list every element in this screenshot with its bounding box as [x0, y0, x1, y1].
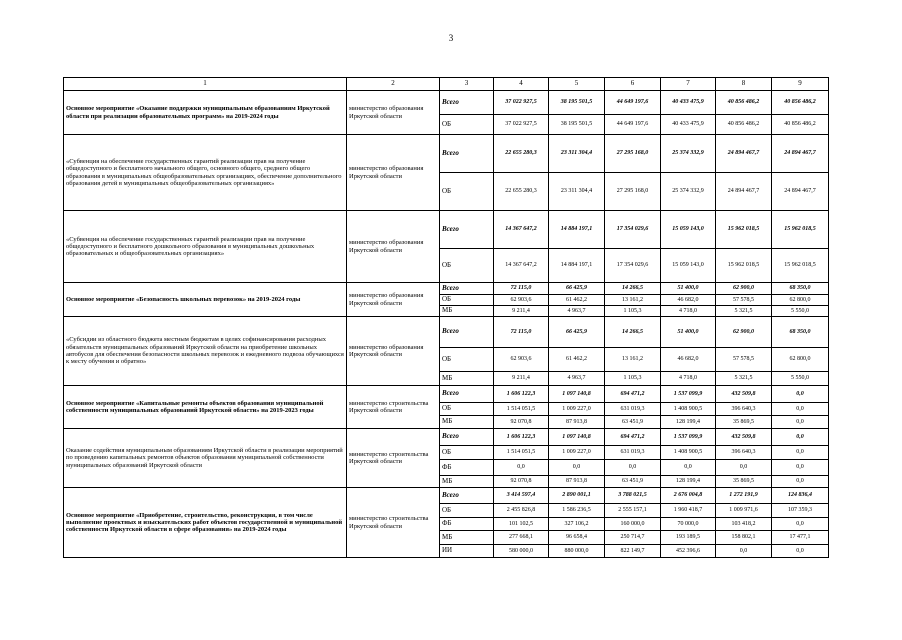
- amount-cell: 87 913,8: [549, 476, 605, 488]
- funding-source-cell: Всего: [440, 135, 494, 173]
- amount-cell: 5 550,0: [772, 372, 829, 386]
- amount-cell: 40 433 475,9: [661, 115, 716, 135]
- amount-cell: 68 350,0: [772, 283, 829, 295]
- amount-cell: 4 718,0: [661, 372, 716, 386]
- amount-cell: 0,0: [716, 545, 772, 558]
- amount-cell: 580 000,0: [494, 545, 549, 558]
- activity-description: «Субсидии из областного бюджета местным бюджетам в целях софинансирования расходных обязательств муниципальных образований Иркутской области на приобретение школьных автобусов для обеспечения безопасности школьных перевозок и ежедневного подвоза обучающихся к месту обучения и обратно»: [64, 317, 347, 386]
- amount-cell: 0,0: [772, 386, 829, 403]
- amount-cell: 2 676 004,8: [661, 488, 716, 504]
- amount-cell: 17 354 029,6: [605, 249, 661, 283]
- amount-cell: 1 009 227,0: [549, 403, 605, 416]
- amount-cell: 14 367 647,2: [494, 211, 549, 249]
- activity-description: «Субвенция на обеспечение государственных гарантий реализации прав на получение общедоступного и бесплатного дошкольного образования в муниципальных дошкольных образовательных и общеобразовательных организациях»: [64, 211, 347, 283]
- table-row: [64, 283, 829, 295]
- amount-cell: 37 022 927,5: [494, 91, 549, 115]
- amount-cell: 35 869,5: [716, 416, 772, 429]
- table-header-row: [64, 78, 829, 91]
- amount-cell: 72 115,0: [494, 317, 549, 348]
- amount-cell: 4 963,7: [549, 372, 605, 386]
- amount-cell: 327 106,2: [549, 518, 605, 531]
- amount-cell: 822 149,7: [605, 545, 661, 558]
- amount-cell: 23 311 304,4: [549, 173, 605, 211]
- amount-cell: 0,0: [772, 460, 829, 476]
- activity-description: Оказание содействия муниципальным образованиям Иркутской области в реализации мероприятий по проведению капитальных ремонтов объектов образования муниципальной собственности муниципальных образований Иркутской области: [64, 429, 347, 488]
- amount-cell: 2 890 001,1: [549, 488, 605, 504]
- amount-cell: 62 903,6: [494, 348, 549, 372]
- amount-cell: 40 433 475,9: [661, 91, 716, 115]
- header-cell: 7: [661, 78, 716, 91]
- amount-cell: 250 714,7: [605, 531, 661, 545]
- funding-source-cell: ОБ: [440, 504, 494, 518]
- funding-source-cell: МБ: [440, 372, 494, 386]
- amount-cell: 14 266,5: [605, 283, 661, 295]
- amount-cell: 14 367 647,2: [494, 249, 549, 283]
- executor-cell: министерство строительства Иркутской области: [347, 386, 440, 429]
- amount-cell: 14 266,5: [605, 317, 661, 348]
- page-number: 3: [448, 33, 454, 43]
- amount-cell: 61 462,2: [549, 295, 605, 306]
- funding-source-cell: ОБ: [440, 295, 494, 306]
- amount-cell: 92 070,8: [494, 476, 549, 488]
- table-row: [64, 488, 829, 504]
- amount-cell: 17 354 029,6: [605, 211, 661, 249]
- amount-cell: 1 537 099,9: [661, 386, 716, 403]
- amount-cell: 9 211,4: [494, 372, 549, 386]
- amount-cell: 25 374 332,9: [661, 173, 716, 211]
- amount-cell: 15 962 018,5: [716, 249, 772, 283]
- amount-cell: 44 649 197,6: [605, 91, 661, 115]
- activity-description: Основное мероприятие «Приобретение, строительство, реконструкция, в том числе выполнение проектных и изыскательских работ объектов государственной и муниципальной собственности Иркутской области в сфере образования» на 2019-2024 годы: [64, 488, 347, 558]
- amount-cell: 17 477,1: [772, 531, 829, 545]
- amount-cell: 0,0: [549, 460, 605, 476]
- amount-cell: 5 321,5: [716, 306, 772, 317]
- amount-cell: 62 903,6: [494, 295, 549, 306]
- funding-source-cell: ОБ: [440, 249, 494, 283]
- amount-cell: 40 856 486,2: [772, 115, 829, 135]
- amount-cell: 1 408 900,5: [661, 446, 716, 460]
- amount-cell: 1 009 227,0: [549, 446, 605, 460]
- funding-source-cell: ФБ: [440, 460, 494, 476]
- executor-cell: министерство образования Иркутской области: [347, 91, 440, 135]
- amount-cell: 107 359,3: [772, 504, 829, 518]
- amount-cell: 158 802,1: [716, 531, 772, 545]
- amount-cell: 1 105,3: [605, 306, 661, 317]
- amount-cell: 68 350,0: [772, 317, 829, 348]
- funding-source-cell: ОБ: [440, 403, 494, 416]
- amount-cell: 160 000,0: [605, 518, 661, 531]
- amount-cell: 128 199,4: [661, 416, 716, 429]
- executor-cell: министерство образования Иркутской области: [347, 211, 440, 283]
- amount-cell: 22 655 280,3: [494, 173, 549, 211]
- amount-cell: 15 962 018,5: [772, 249, 829, 283]
- executor-cell: министерство строительства Иркутской области: [347, 488, 440, 558]
- amount-cell: 22 655 280,3: [494, 135, 549, 173]
- activity-description: Основное мероприятие «Капитальные ремонты объектов образования муниципальной собственности муниципальных образований Иркутской области» на 2019-2023 годы: [64, 386, 347, 429]
- budget-table: [63, 77, 829, 558]
- amount-cell: 0,0: [772, 416, 829, 429]
- funding-source-cell: ИИ: [440, 545, 494, 558]
- amount-cell: 25 374 332,9: [661, 135, 716, 173]
- amount-cell: 57 578,5: [716, 295, 772, 306]
- amount-cell: 51 400,0: [661, 317, 716, 348]
- amount-cell: 40 856 486,2: [716, 115, 772, 135]
- amount-cell: 96 658,4: [549, 531, 605, 545]
- amount-cell: 0,0: [772, 403, 829, 416]
- amount-cell: 51 400,0: [661, 283, 716, 295]
- amount-cell: 4 963,7: [549, 306, 605, 317]
- amount-cell: 1 514 051,5: [494, 403, 549, 416]
- amount-cell: 37 022 927,5: [494, 115, 549, 135]
- amount-cell: 13 161,2: [605, 295, 661, 306]
- funding-source-cell: МБ: [440, 306, 494, 317]
- amount-cell: 1 105,3: [605, 372, 661, 386]
- activity-description: «Субвенция на обеспечение государственных гарантий реализации прав на получение общедоступного и бесплатного начального общего, основного общего, среднего общего образования в муниципальных общеобразовательных организациях, обеспечение дополнительного образования детей в муниципальных общеобразовательных организациях»: [64, 135, 347, 211]
- header-cell: 6: [605, 78, 661, 91]
- amount-cell: 1 097 140,8: [549, 386, 605, 403]
- funding-source-cell: Всего: [440, 488, 494, 504]
- amount-cell: 70 000,0: [661, 518, 716, 531]
- funding-source-cell: МБ: [440, 476, 494, 488]
- amount-cell: 2 555 157,1: [605, 504, 661, 518]
- amount-cell: 3 414 597,4: [494, 488, 549, 504]
- executor-cell: министерство образования Иркутской области: [347, 317, 440, 386]
- amount-cell: 2 455 826,8: [494, 504, 549, 518]
- amount-cell: 101 102,5: [494, 518, 549, 531]
- amount-cell: 27 295 168,0: [605, 173, 661, 211]
- amount-cell: 5 321,5: [716, 372, 772, 386]
- amount-cell: 1 606 122,3: [494, 386, 549, 403]
- funding-source-cell: Всего: [440, 429, 494, 446]
- table-row: [64, 429, 829, 446]
- amount-cell: 4 718,0: [661, 306, 716, 317]
- funding-source-cell: Всего: [440, 91, 494, 115]
- funding-source-cell: ОБ: [440, 348, 494, 372]
- amount-cell: 631 019,3: [605, 446, 661, 460]
- amount-cell: 40 856 486,2: [772, 91, 829, 115]
- amount-cell: 0,0: [716, 460, 772, 476]
- funding-source-cell: ОБ: [440, 115, 494, 135]
- funding-source-cell: МБ: [440, 416, 494, 429]
- header-cell: 3: [440, 78, 494, 91]
- amount-cell: 15 059 143,0: [661, 249, 716, 283]
- amount-cell: 14 884 197,1: [549, 211, 605, 249]
- table-row: [64, 317, 829, 348]
- amount-cell: 1 537 099,9: [661, 429, 716, 446]
- amount-cell: 72 115,0: [494, 283, 549, 295]
- amount-cell: 66 425,9: [549, 283, 605, 295]
- amount-cell: 46 682,0: [661, 295, 716, 306]
- amount-cell: 1 408 900,5: [661, 403, 716, 416]
- amount-cell: 128 199,4: [661, 476, 716, 488]
- table-row: [64, 386, 829, 403]
- amount-cell: 24 894 467,7: [772, 173, 829, 211]
- amount-cell: 15 059 143,0: [661, 211, 716, 249]
- header-cell: 4: [494, 78, 549, 91]
- amount-cell: 0,0: [605, 460, 661, 476]
- funding-source-cell: Всего: [440, 211, 494, 249]
- amount-cell: 694 471,2: [605, 386, 661, 403]
- amount-cell: 0,0: [772, 429, 829, 446]
- amount-cell: 193 189,5: [661, 531, 716, 545]
- amount-cell: 24 894 467,7: [716, 135, 772, 173]
- amount-cell: 0,0: [772, 476, 829, 488]
- header-cell: 9: [772, 78, 829, 91]
- amount-cell: 3 788 021,5: [605, 488, 661, 504]
- funding-source-cell: ОБ: [440, 173, 494, 211]
- header-cell: 2: [347, 78, 440, 91]
- amount-cell: 0,0: [772, 518, 829, 531]
- amount-cell: 24 894 467,7: [716, 173, 772, 211]
- table-row: [64, 135, 829, 173]
- amount-cell: 38 195 501,5: [549, 91, 605, 115]
- amount-cell: 62 800,0: [772, 348, 829, 372]
- funding-source-cell: ФБ: [440, 518, 494, 531]
- amount-cell: 57 578,5: [716, 348, 772, 372]
- amount-cell: 124 836,4: [772, 488, 829, 504]
- header-cell: 5: [549, 78, 605, 91]
- amount-cell: 35 869,5: [716, 476, 772, 488]
- amount-cell: 103 418,2: [716, 518, 772, 531]
- amount-cell: 13 161,2: [605, 348, 661, 372]
- amount-cell: 62 900,0: [716, 317, 772, 348]
- amount-cell: 62 800,0: [772, 295, 829, 306]
- amount-cell: 432 509,8: [716, 386, 772, 403]
- funding-source-cell: Всего: [440, 317, 494, 348]
- amount-cell: 87 913,8: [549, 416, 605, 429]
- amount-cell: 27 295 168,0: [605, 135, 661, 173]
- table-row: [64, 91, 829, 115]
- funding-source-cell: МБ: [440, 531, 494, 545]
- funding-source-cell: Всего: [440, 283, 494, 295]
- table-row: [64, 211, 829, 249]
- amount-cell: 14 884 197,1: [549, 249, 605, 283]
- amount-cell: 452 396,6: [661, 545, 716, 558]
- amount-cell: 396 640,3: [716, 446, 772, 460]
- amount-cell: 5 550,0: [772, 306, 829, 317]
- amount-cell: 694 471,2: [605, 429, 661, 446]
- amount-cell: 631 019,3: [605, 403, 661, 416]
- executor-cell: министерство образования Иркутской области: [347, 283, 440, 317]
- amount-cell: 1 960 418,7: [661, 504, 716, 518]
- funding-source-cell: ОБ: [440, 446, 494, 460]
- amount-cell: 66 425,9: [549, 317, 605, 348]
- amount-cell: 1 514 051,5: [494, 446, 549, 460]
- amount-cell: 44 649 197,6: [605, 115, 661, 135]
- amount-cell: 62 900,0: [716, 283, 772, 295]
- amount-cell: 63 451,9: [605, 416, 661, 429]
- amount-cell: 1 009 971,6: [716, 504, 772, 518]
- amount-cell: 1 586 236,5: [549, 504, 605, 518]
- amount-cell: 396 640,3: [716, 403, 772, 416]
- amount-cell: 1 272 191,9: [716, 488, 772, 504]
- header-cell: 1: [64, 78, 347, 91]
- amount-cell: 38 195 501,5: [549, 115, 605, 135]
- executor-cell: министерство образования Иркутской области: [347, 135, 440, 211]
- amount-cell: 15 962 018,5: [716, 211, 772, 249]
- amount-cell: 277 668,1: [494, 531, 549, 545]
- executor-cell: министерство строительства Иркутской области: [347, 429, 440, 488]
- amount-cell: 0,0: [494, 460, 549, 476]
- amount-cell: 0,0: [661, 460, 716, 476]
- amount-cell: 40 856 486,2: [716, 91, 772, 115]
- activity-description: Основное мероприятие «Безопасность школьных перевозок» на 2019-2024 годы: [64, 283, 347, 317]
- amount-cell: 24 894 467,7: [772, 135, 829, 173]
- amount-cell: 432 509,8: [716, 429, 772, 446]
- amount-cell: 46 682,0: [661, 348, 716, 372]
- amount-cell: 61 462,2: [549, 348, 605, 372]
- amount-cell: 9 211,4: [494, 306, 549, 317]
- header-cell: 8: [716, 78, 772, 91]
- funding-source-cell: Всего: [440, 386, 494, 403]
- amount-cell: 23 311 304,4: [549, 135, 605, 173]
- amount-cell: 92 070,8: [494, 416, 549, 429]
- amount-cell: 63 451,9: [605, 476, 661, 488]
- amount-cell: 0,0: [772, 446, 829, 460]
- amount-cell: 15 962 018,5: [772, 211, 829, 249]
- amount-cell: 880 000,0: [549, 545, 605, 558]
- amount-cell: 1 606 122,3: [494, 429, 549, 446]
- amount-cell: 1 097 140,8: [549, 429, 605, 446]
- amount-cell: 0,0: [772, 545, 829, 558]
- activity-description: Основное мероприятие «Оказание поддержки муниципальным образованиям Иркутской области при реализации образовательных программ» на 2019-2024 годы: [64, 91, 347, 135]
